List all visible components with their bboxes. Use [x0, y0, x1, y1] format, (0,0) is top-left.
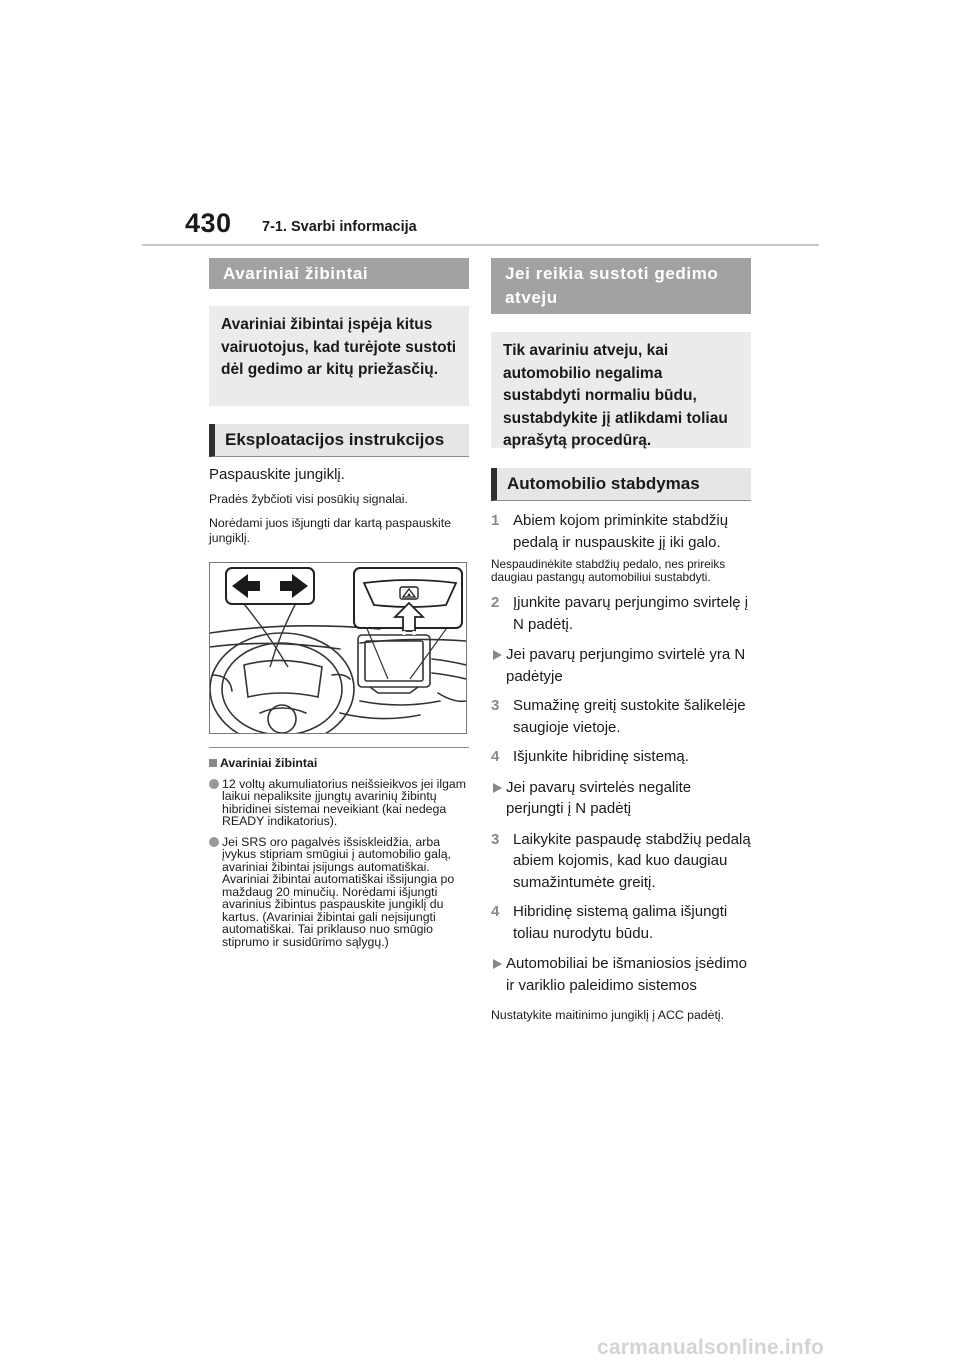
figure-divider	[209, 747, 469, 748]
note-srs-text: Jei SRS oro pagalvės išsiskleidžia, arba įvykus stipriam smūgiui į automobilio galą, avariniai žibintai įsijungs automatiškai. Avariniai žibintai automatiškai išsijungia po maždaug 20 minučių. Norėdami išjungti avarinius žibintus paspauskite jungiklį du kartus. (Avariniai žibintai gali neįsijungti automatiškai. Tai priklauso nuo smūgio stiprumo ir susidūrimo sąlygų.)	[222, 834, 455, 949]
step-4a-number: 4	[491, 748, 500, 765]
condition-not-neutral	[491, 777, 751, 820]
step-2-text: Įjunkite pavarų perjungimo svirtelę į N padėtį.	[513, 594, 749, 633]
condition-neutral	[491, 644, 751, 687]
condition-neutral-text: Jei pavarų perjungimo svirtelė yra N padėtyje	[506, 646, 746, 685]
condition-not-neutral-text: Jei pavarų svirtelės negalite perjungti į N padėtį	[506, 778, 692, 817]
circle-bullet-icon	[209, 837, 219, 847]
section-title: 7-1. Svarbi informacija	[262, 219, 417, 235]
condition-no-smart-entry	[491, 953, 751, 996]
emergency-intro-box: Tik avariniu atveju, kai automobilio negalima sustabdyti normaliu būdu, sustabdykite jį atlikdami toliau aprašytą procedūrą.	[491, 332, 751, 448]
turn-off-text: Norėdami juos išjungti dar kartą paspauskite jungiklį.	[209, 515, 451, 545]
note-battery-text: 12 voltų akumuliatorius neišsieikvos jei ilgam laikui nepaliksite įjungtų avarinių žibintų hibridinei sistemai neveikiant (kai nedega READY indikatorius).	[222, 776, 466, 828]
acc-position-text: Nustatykite maitinimo jungiklį į ACC padėtį.	[491, 1008, 725, 1022]
notes-heading-label: Avariniai žibintai	[220, 755, 318, 770]
step-3b	[491, 829, 751, 894]
right-column	[491, 258, 751, 1025]
step-1-number: 1	[491, 512, 500, 529]
left-column	[209, 258, 469, 948]
step-4a	[491, 746, 751, 768]
step-3b-text: Laikykite paspaudę stabdžių pedalą abiem kojomis, kad kuo daugiau sumažintumėte greitį.	[513, 830, 751, 891]
hazard-switch-illustration	[209, 562, 467, 734]
square-bullet-icon	[209, 759, 217, 767]
circle-bullet-icon	[209, 779, 219, 789]
step-1	[491, 510, 751, 553]
triangle-bullet-icon	[491, 777, 506, 820]
note-srs	[209, 836, 469, 949]
step-3a-number: 3	[491, 697, 500, 714]
stopping-vehicle-heading: Automobilio stabdymas	[491, 468, 751, 501]
header-divider	[142, 244, 819, 246]
hazard-lights-banner: Avariniai žibintai	[209, 258, 469, 289]
triangle-bullet-icon	[491, 644, 506, 687]
step-4b-number: 4	[491, 903, 500, 920]
step-4a-text: Išjunkite hibridinę sistemą.	[513, 748, 689, 765]
hazard-intro-box: Avariniai žibintai įspėja kitus vairuotojus, kad turėjote sustoti dėl gedimo ar kitų priežasčių.	[209, 306, 469, 406]
notes-heading	[209, 756, 469, 770]
emergency-stop-banner: Jei reikia sustoti gedimo atveju	[491, 258, 751, 314]
step-4b-text: Hibridinę sistemą galima išjungti toliau nurodytu būdu.	[513, 903, 728, 942]
step-2-number: 2	[491, 594, 500, 611]
step-2	[491, 592, 751, 635]
watermark-text: carmanualsonline.info	[597, 1336, 825, 1359]
page-number: 430	[185, 208, 232, 238]
step-3a	[491, 695, 751, 738]
flash-signals-text: Pradės žybčioti visi posūkių signalai.	[209, 492, 408, 506]
operating-instructions-heading: Eksploatacijos instrukcijos	[209, 424, 469, 457]
press-switch-text: Paspauskite jungiklį.	[209, 466, 345, 483]
step-1-note: Nespaudinėkite stabdžių pedalo, nes prireiks daugiau pastangų automobiliui sustabdyti.	[491, 557, 726, 584]
condition-no-smart-entry-text: Automobiliai be išmaniosios įsėdimo ir variklio paleidimo sistemos	[506, 955, 747, 994]
step-1-text: Abiem kojom priminkite stabdžių pedalą ir nuspauskite jį iki galo.	[513, 512, 729, 551]
dashboard-drawing	[210, 563, 466, 733]
step-3b-number: 3	[491, 830, 500, 848]
note-battery	[209, 778, 469, 828]
triangle-bullet-icon	[491, 953, 506, 996]
step-4b	[491, 901, 751, 944]
step-3a-text: Sumažinę greitį sustokite šalikelėje saugioje vietoje.	[513, 697, 746, 736]
